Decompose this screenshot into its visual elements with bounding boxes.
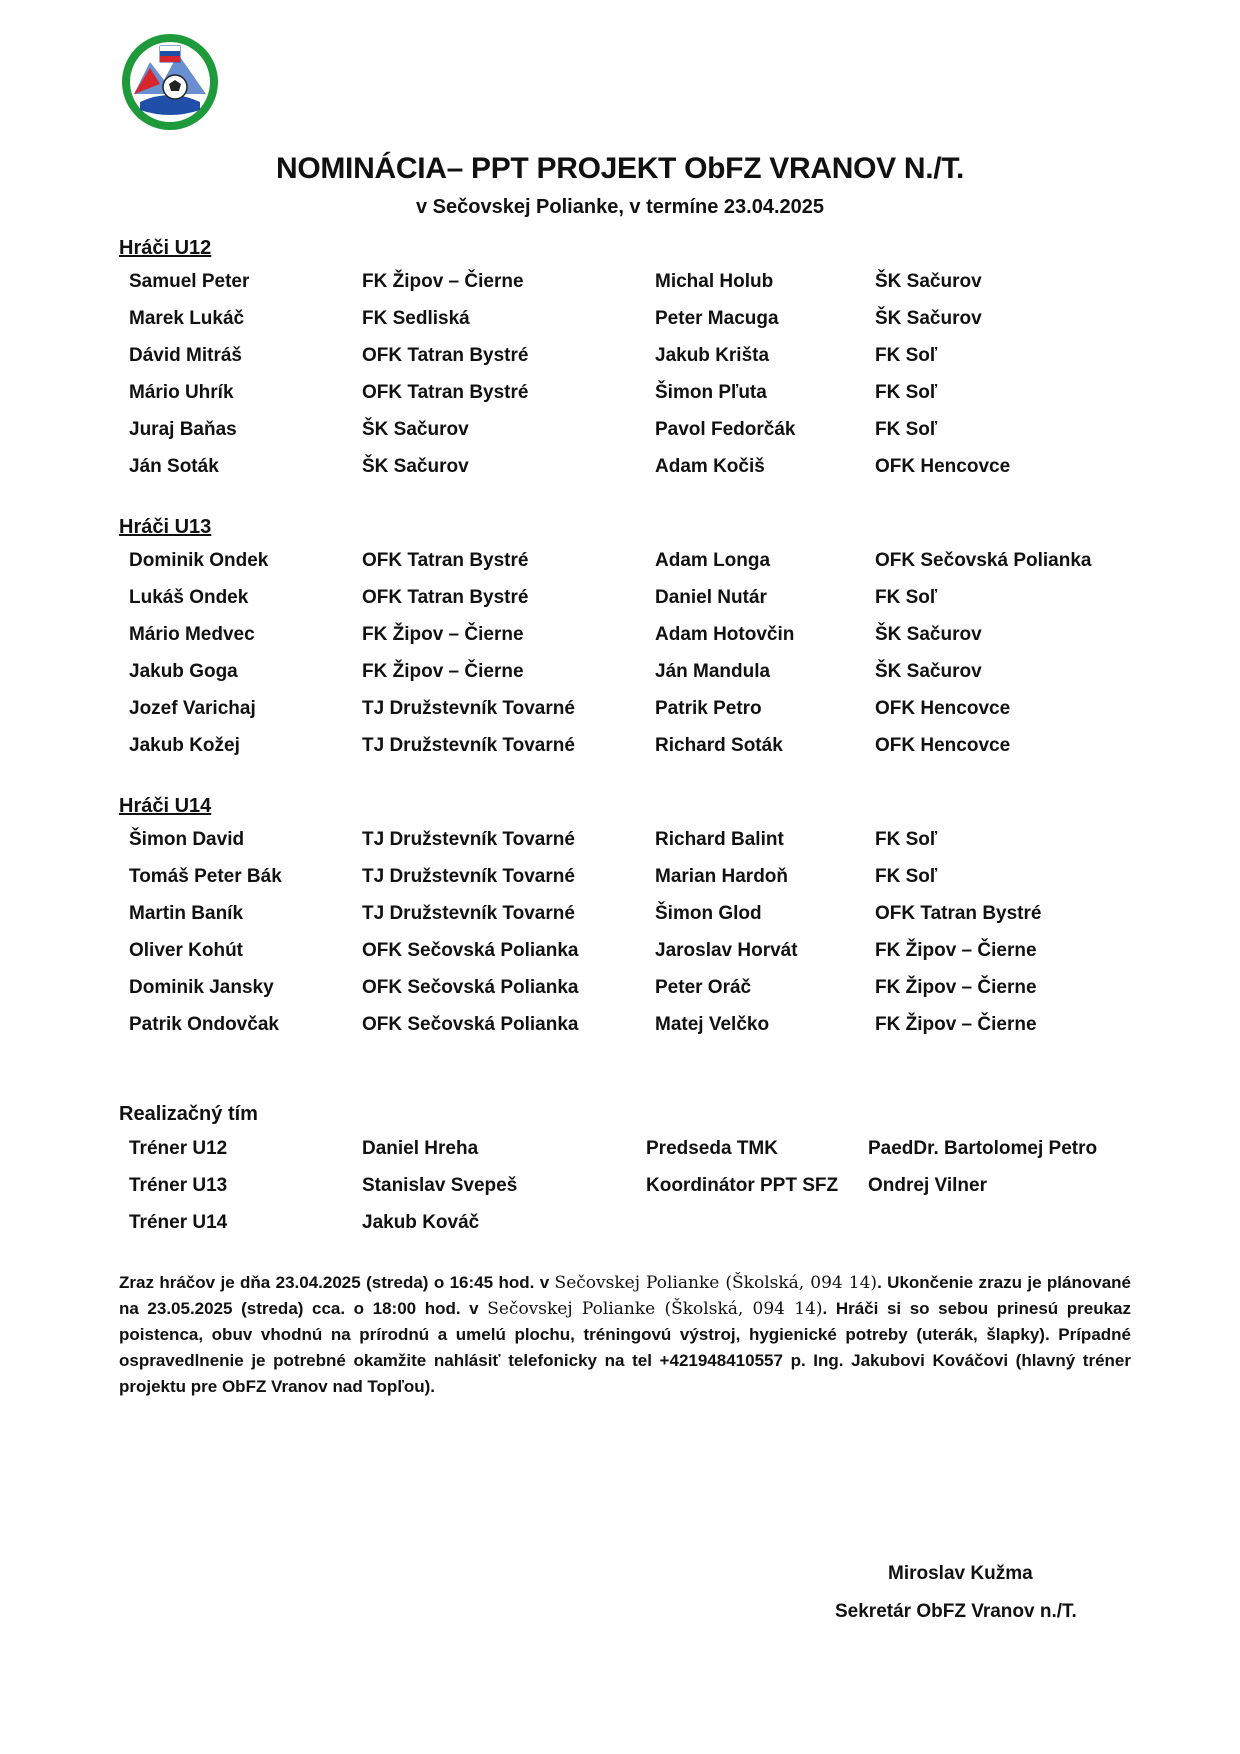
player-name: Šimon Pľuta [655,382,767,403]
player-club: OFK Tatran Bystré [362,550,529,571]
meeting-info-paragraph [119,1270,1131,1400]
player-club: FK Soľ [875,345,938,366]
table-row [0,735,1240,772]
table-row [0,1014,1240,1051]
player-name: Patrik Petro [655,698,762,719]
player-club: OFK Sečovská Polianka [875,550,1092,571]
player-name: Samuel Peter [129,271,250,292]
player-name: Juraj Baňas [129,419,237,440]
federation-logo [120,32,220,132]
staff-role: Tréner U13 [129,1175,228,1196]
player-name: Peter Oráč [655,977,752,998]
player-name: Richard Balint [655,829,784,850]
table-row [0,419,1240,456]
player-name: Daniel Nutár [655,587,767,608]
document-subtitle: v Sečovskej Polianke, v termíne 23.04.2025 [415,196,825,218]
table-row [0,624,1240,661]
player-name: Adam Longa [655,550,771,571]
player-name: Adam Kočiš [655,456,765,477]
player-name: Lukáš Ondek [129,587,249,608]
player-club: FK Sedliská [362,308,470,329]
table-row [0,550,1240,587]
table-row [0,698,1240,735]
player-name: Oliver Kohút [129,940,244,961]
table-row [0,587,1240,624]
table-row [0,308,1240,345]
player-club: TJ Družstevník Tovarné [362,735,575,756]
player-name: Ján Soták [129,456,219,477]
section-heading-u14: Hráči U14 [119,795,212,817]
table-row [0,456,1240,493]
player-club: FK Žipov – Čierne [362,624,524,645]
player-club: FK Soľ [875,419,938,440]
player-name: Šimon Glod [655,903,762,924]
players-table-u13 [0,550,1240,772]
player-club: TJ Družstevník Tovarné [362,698,575,719]
player-name: Adam Hotovčin [655,624,795,645]
player-club: ŠK Sačurov [875,624,982,645]
player-name: Jakub Krišta [655,345,770,366]
table-row [0,382,1240,419]
player-club: OFK Sečovská Polianka [362,977,579,998]
document-title: NOMINÁCIA– PPT PROJEKT ObFZ VRANOV N./T. [275,152,965,185]
table-row [0,1138,1240,1175]
player-club: TJ Družstevník Tovarné [362,866,575,887]
player-club: FK Žipov – Čierne [875,1014,1037,1035]
player-club: ŠK Sačurov [875,271,982,292]
player-club: OFK Sečovská Polianka [362,1014,579,1035]
meeting-info-text: . Ukončenie zrazu je plánované na 23.05.2025 (streda) cca. o 18:00 hod. v [119,1273,1131,1318]
player-club: OFK Hencovce [875,698,1011,719]
player-name: Mário Uhrík [129,382,234,403]
player-club: TJ Družstevník Tovarné [362,903,575,924]
meeting-place: Sečovskej Polianke (Školská, 094 14) [554,1273,878,1293]
player-name: Ján Mandula [655,661,771,682]
meeting-info-text: . Hráči si so sebou prinesú preukaz poistenca, obuv vhodnú na prírodnú a umelú plochu, tréningovú výstroj, hygienické potreby (uterák, šlapky). Prípadné ospravedlnenie je potrebné okamžite nahlásiť telefonicky na tel +421948410557 p. Ing. Jakubovi Kováčovi (hlavný tréner projektu pre ObFZ Vranov nad Topľou). [119,1299,1131,1396]
player-club: ŠK Sačurov [362,456,469,477]
player-club: ŠK Sačurov [875,661,982,682]
player-club: FK Soľ [875,866,938,887]
player-club: OFK Hencovce [875,735,1011,756]
player-name: Matej Velčko [655,1014,770,1035]
staff-name: Stanislav Svepeš [362,1175,518,1196]
player-name: Dominik Ondek [129,550,269,571]
signatory-name: Miroslav Kužma [888,1563,1033,1584]
staff-name: Ondrej Vilner [868,1175,987,1196]
players-table-u14 [0,829,1240,1051]
staff-name: Jakub Kováč [362,1212,480,1233]
player-club: FK Žipov – Čierne [875,977,1037,998]
table-row [0,977,1240,1014]
table-row [0,661,1240,698]
table-row [0,940,1240,977]
player-name: Jakub Goga [129,661,238,682]
player-name: Marek Lukáč [129,308,245,329]
player-club: FK Soľ [875,587,938,608]
player-name: Tomáš Peter Bák [129,866,282,887]
player-name: Jozef Varichaj [129,698,256,719]
player-club: OFK Tatran Bystré [362,587,529,608]
player-name: Patrik Ondovčak [129,1014,279,1035]
player-club: FK Žipov – Čierne [362,661,524,682]
player-club: ŠK Sačurov [362,419,469,440]
staff-role: Koordinátor PPT SFZ [646,1175,839,1196]
signatory-role: Sekretár ObFZ Vranov n./T. [835,1601,1077,1622]
player-name: Dominik Jansky [129,977,274,998]
player-name: Richard Soták [655,735,783,756]
player-club: TJ Družstevník Tovarné [362,829,575,850]
player-club: ŠK Sačurov [875,308,982,329]
player-name: Dávid Mitráš [129,345,242,366]
section-heading-u12: Hráči U12 [119,237,212,259]
player-name: Peter Macuga [655,308,779,329]
player-club: FK Soľ [875,829,938,850]
player-club: OFK Tatran Bystré [362,345,529,366]
table-row [0,271,1240,308]
player-name: Šimon David [129,829,245,850]
meeting-info-text: Zraz hráčov je dňa 23.04.2025 (streda) o 16:45 hod. v [119,1273,555,1292]
staff-role: Predseda TMK [646,1138,778,1159]
player-club: OFK Tatran Bystré [875,903,1042,924]
player-name: Jakub Kožej [129,735,240,756]
player-club: FK Žipov – Čierne [875,940,1037,961]
table-row [0,866,1240,903]
table-row [0,1212,1240,1249]
players-table-u12 [0,271,1240,493]
table-row [0,1175,1240,1212]
player-name: Pavol Fedorčák [655,419,796,440]
player-name: Mário Medvec [129,624,255,645]
staff-heading: Realizačný tím [119,1103,258,1125]
meeting-place: Sečovskej Polianke (Školská, 094 14) [487,1299,823,1319]
staff-name: Daniel Hreha [362,1138,479,1159]
player-club: OFK Hencovce [875,456,1011,477]
player-name: Martin Baník [129,903,244,924]
table-row [0,345,1240,382]
staff-role: Tréner U12 [129,1138,228,1159]
staff-table [0,1138,1240,1249]
player-club: OFK Tatran Bystré [362,382,529,403]
section-heading-u13: Hráči U13 [119,516,212,538]
federation-logo-icon [120,32,220,132]
player-name: Marian Hardoň [655,866,789,887]
player-club: OFK Sečovská Polianka [362,940,579,961]
table-row [0,829,1240,866]
table-row [0,903,1240,940]
player-name: Michal Holub [655,271,774,292]
player-club: FK Žipov – Čierne [362,271,524,292]
staff-role: Tréner U14 [129,1212,228,1233]
staff-name: PaedDr. Bartolomej Petro [868,1138,1098,1159]
player-name: Jaroslav Horvát [655,940,798,961]
player-club: FK Soľ [875,382,938,403]
